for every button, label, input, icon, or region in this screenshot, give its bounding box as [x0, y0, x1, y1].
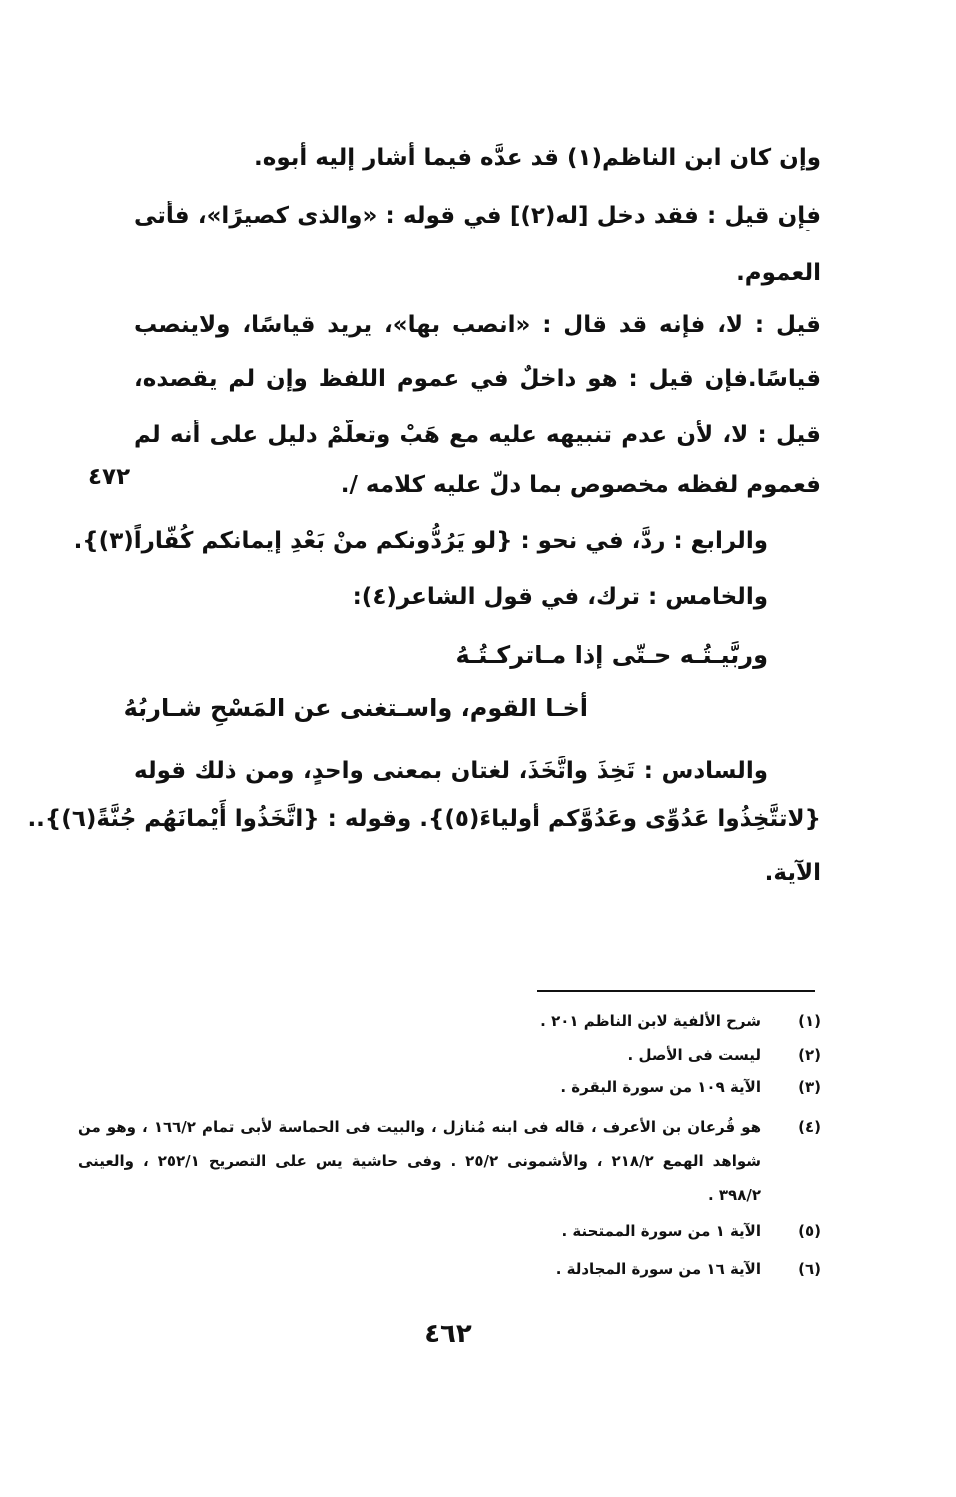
footnote-text: ليست فى الأصل .	[627, 1046, 761, 1064]
footnote-4-line-3	[0, 1184, 956, 1206]
footnote-number: (٦)	[798, 1260, 821, 1278]
footnote-number: (٥)	[798, 1222, 821, 1240]
footnote-5	[0, 1220, 956, 1242]
footnote-4-line-1	[0, 1116, 956, 1138]
body-line-10: والسادس : تَخِذَ واتَّخَذَ، لغتان بمعنى واحدٍ، ومن ذلك قوله	[134, 758, 768, 784]
footnote-3	[0, 1076, 956, 1098]
body-line-2: فإن قيل : فقد دخل [له(٢)] في قوله : «والذى كصيرًا»، فأتى	[134, 203, 821, 229]
body-line-12: الآية.	[764, 860, 821, 886]
footnote-2	[0, 1044, 956, 1066]
body-line-6: قيل : لا، لأن عدم تنبيهه عليه مع هَبْ وتعلَّمْ دليل على أنه لم	[134, 422, 821, 448]
verse-line-2: أخـا القوم، واسـتغنى عن المَسْحِ شـاربُهُ	[123, 694, 588, 722]
margin-page-reference: ٤٧٢	[88, 464, 131, 490]
body-line-5: قياسًا.فإن قيل : هو داخلٌ في عموم اللفظ وإن لم يقصده،	[134, 366, 821, 392]
body-line-11: {لاتتَّخِذُوا عَدُوِّى وعَدُوَّكم أولياءَ(٥)}. وقوله : {اتَّخَذُوا أَيْمانَهُم جُنَّةً(٦)}..	[27, 806, 821, 832]
footnote-1	[0, 1010, 956, 1032]
footnote-text: الآية ١٦ من سورة المجادلة .	[555, 1260, 761, 1278]
footnote-6	[0, 1258, 956, 1280]
verse-line-1: وربَّيـتُـه حـتّى إذا مـاتركـتُـهُ	[455, 641, 768, 669]
footnote-number: (٤)	[798, 1118, 821, 1136]
body-line-9: والخامس : ترك، في قول الشاعر(٤):	[352, 584, 768, 610]
footnote-text: الآية ١٠٩ من سورة البقرة .	[560, 1078, 761, 1096]
footnote-text: شواهد الهمع ٢١٨/٢ ، والأشمونى ٢٥/٢ . وفى حاشية يس على التصريح ٢٥٢/١ ، والعينى	[78, 1152, 761, 1170]
body-line-7: فعموم لفظه مخصوص بما دلّ عليه كلامه /.	[340, 472, 821, 498]
footnote-separator	[537, 990, 815, 992]
footnote-text: شرح الألفية لابن الناظم ٢٠١ .	[540, 1012, 761, 1030]
footnote-text: الآية ١ من سورة الممتحنة .	[561, 1222, 761, 1240]
footnote-text: ٣٩٨/٢ .	[707, 1186, 761, 1204]
body-line-4: قيل : لا، فإنه قد قال : «انصب بها»، يريد قياسًا، ولاينصب	[134, 312, 821, 338]
footnote-4-line-2	[0, 1150, 956, 1172]
footnote-number: (١)	[798, 1012, 821, 1030]
page-number: ٤٦٢	[424, 1319, 472, 1349]
body-line-1: وإن كان ابن الناظم(١) قد عدَّه فيما أشار إليه أبوه.	[254, 145, 821, 171]
footnote-text: هو قُرعان بن الأعرف ، قاله فى ابنه مُنازل ، والبيت فى الحماسة لأبى تمام ١٦٦/٢ ، وهو من	[78, 1118, 761, 1136]
body-line-8: والرابع : ردَّ، في نحو : {لو يَرُدُّونكم منْ بَعْدِ إيمانكم كُفّاراً(٣)}.	[73, 528, 768, 554]
footnote-number: (٣)	[798, 1078, 821, 1096]
footnote-number: (٢)	[798, 1046, 821, 1064]
body-line-3: العموم.	[736, 260, 821, 286]
